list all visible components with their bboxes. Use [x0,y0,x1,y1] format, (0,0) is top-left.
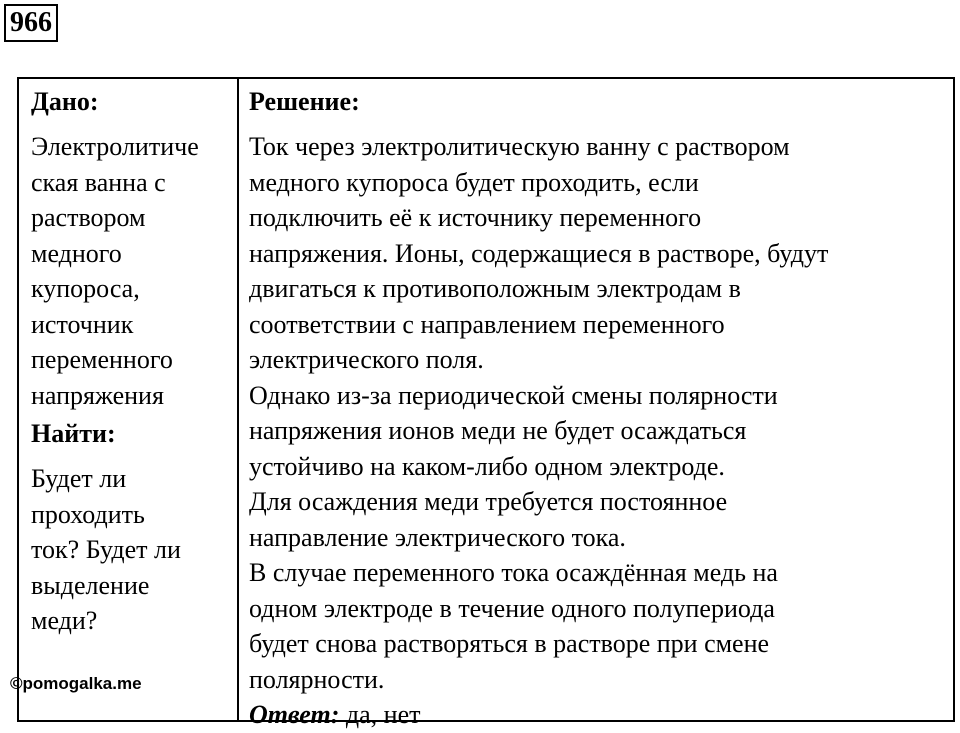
watermark: ©pomogalka.me [10,674,142,693]
solution-line: будет снова растворяться в растворе при смене [249,629,770,658]
given-find-column [31,85,236,639]
given-line: ская ванна с [31,167,166,197]
find-line: проходить [31,499,145,529]
solution-line: Ток через электролитическую ванну с раствором [249,132,790,161]
solution-text [249,129,949,733]
find-line: выделение [31,570,150,600]
solution-line: направление электрического тока. [249,522,626,552]
find-line: ток? Будет ли [31,535,181,564]
given-line: Электролитиче [31,132,199,161]
solution-line: устойчиво на каком-либо одном электроде. [249,451,725,481]
given-line: раствором [31,203,146,232]
solution-line: двигаться к противоположным электродам в [249,274,741,303]
solution-heading: Решение: [249,87,360,116]
given-line: купороса, [31,274,140,303]
answer-label: Ответ: [249,700,340,729]
solution-line: Однако из-за периодической смены полярности [249,380,778,410]
solution-line: подключить её к источнику переменного [249,203,702,232]
solution-line: соответствии с направлением переменного [249,309,725,339]
given-line: переменного [31,345,173,374]
solution-line: Для осаждения меди требуется постоянное [249,487,728,516]
answer-text: да, нет [339,700,421,729]
find-text [31,461,236,639]
solution-line: В случае переменного тока осаждённая медь на [249,558,778,587]
given-line: напряжения [31,380,164,410]
solution-line: напряжения. Ионы, содержащиеся в растворе, будут [249,238,829,268]
given-line: медного [31,238,122,268]
problem-number: 966 [4,4,58,42]
find-line: Будет ли [31,464,127,493]
solution-line: одном электроде в течение одного полупериода [249,593,775,623]
solution-table [17,77,955,729]
given-text [31,129,236,413]
given-heading: Дано: [31,87,99,116]
solution-line: напряжения ионов меди не будет осаждаться [249,416,747,445]
column-divider [237,79,239,720]
find-heading: Найти: [31,419,116,448]
solution-line: электрического поля. [249,345,484,374]
solution-column [249,85,949,733]
solution-line: медного купороса будет проходить, если [249,167,699,197]
given-line: источник [31,309,134,339]
find-line: меди? [31,606,98,635]
answer-line [249,697,949,733]
solution-line: полярности. [249,664,385,694]
